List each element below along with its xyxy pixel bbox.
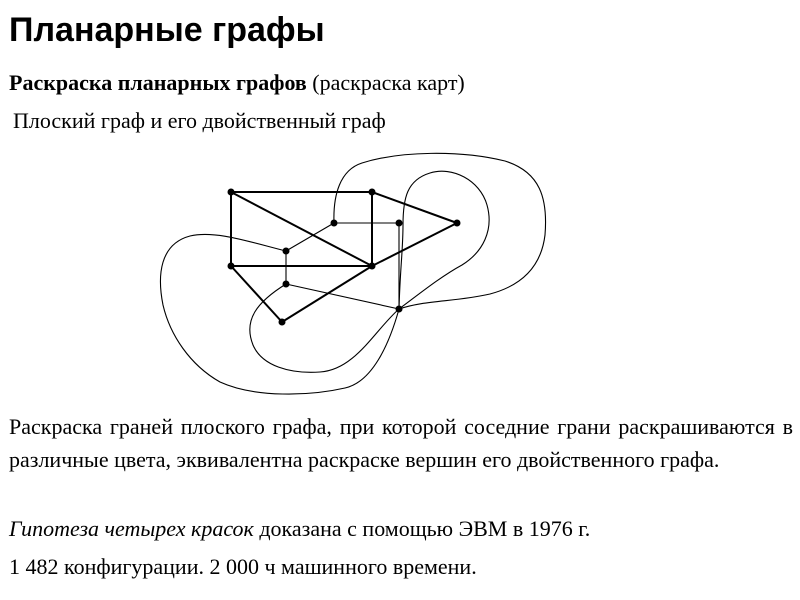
section-heading-rest: (раскраска карт) [306,70,465,95]
dual-edge [286,223,334,251]
dual-graph [160,153,545,394]
dual-vertex [396,220,403,227]
dual-outer-loop-top [334,153,546,309]
hypothesis-italic: Гипотеза четырех красок [9,516,254,541]
primal-vertices [228,189,461,326]
dual-vertices [283,220,403,313]
primal-edge [282,266,372,322]
primal-edge [372,192,457,223]
dual-vertex [396,306,403,313]
primal-vertex [228,189,235,196]
paragraph-configurations: 1 482 конфигурации. 2 000 ч машинного времени. [9,554,477,579]
dual-outer-loop-left [160,234,399,394]
slide-title: Планарные графы [9,11,325,49]
dual-vertex [283,248,290,255]
primal-graph [231,192,457,322]
primal-edge [372,223,457,266]
dual-outer-loop-inner [399,171,489,309]
primal-vertex [228,263,235,270]
dual-edge [286,284,399,309]
paragraph-face-coloring: Раскраска граней плоского графа, при которой соседние грани раскрашиваются в различные цвета, эквивалентна раскраске вершин его двойственного графа. [9,414,793,472]
primal-vertex [369,263,376,270]
section-heading [9,68,465,98]
primal-edge [231,192,372,266]
primal-vertex [279,319,286,326]
dual-outer-loop-right [250,284,399,372]
paragraph-four-color-hypothesis [9,512,793,545]
primal-vertex [454,220,461,227]
primal-vertex [369,189,376,196]
dual-vertex [283,281,290,288]
primal-edge [231,266,282,322]
dual-vertex [331,220,338,227]
section-heading-bold: Раскраска планарных графов [9,70,307,95]
figure-caption: Плоский граф и его двойственный граф [13,108,386,133]
hypothesis-rest: доказана с помощью ЭВМ в 1976 г. [253,516,591,541]
